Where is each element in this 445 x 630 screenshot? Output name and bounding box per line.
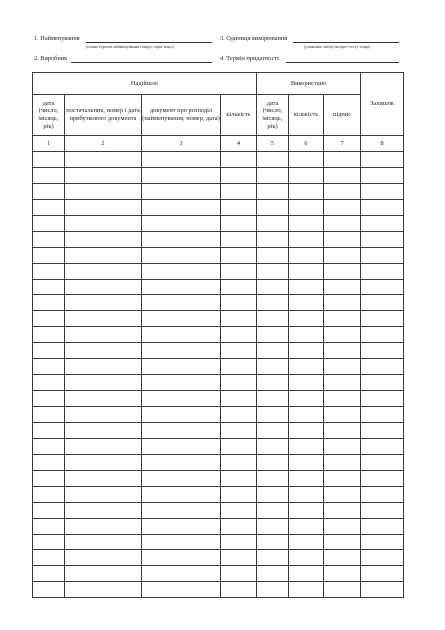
- table-cell[interactable]: [221, 391, 257, 407]
- table-cell[interactable]: [221, 295, 257, 311]
- table-cell[interactable]: [142, 518, 221, 534]
- table-cell[interactable]: [324, 231, 361, 247]
- table-row: [33, 167, 404, 183]
- table-cell[interactable]: [257, 470, 289, 486]
- table-cell[interactable]: [361, 152, 404, 168]
- table-cell[interactable]: [65, 247, 142, 263]
- table-cell[interactable]: [361, 199, 404, 215]
- table-cell[interactable]: [361, 566, 404, 582]
- table-cell[interactable]: [289, 295, 324, 311]
- table-cell[interactable]: [257, 311, 289, 327]
- table-row: [33, 454, 404, 470]
- table-cell[interactable]: [257, 359, 289, 375]
- table-cell[interactable]: [65, 454, 142, 470]
- table-row: [33, 486, 404, 502]
- table-cell[interactable]: [33, 295, 65, 311]
- table-cell[interactable]: [65, 183, 142, 199]
- table-cell[interactable]: [324, 311, 361, 327]
- table-cell[interactable]: [257, 534, 289, 550]
- table-cell[interactable]: [33, 167, 65, 183]
- column-number: 2: [65, 136, 142, 152]
- table-row: [33, 343, 404, 359]
- table-cell[interactable]: [324, 359, 361, 375]
- table-cell[interactable]: [142, 279, 221, 295]
- table-cell[interactable]: [324, 167, 361, 183]
- table-cell[interactable]: [142, 343, 221, 359]
- table-cell[interactable]: [324, 534, 361, 550]
- table-row: [33, 263, 404, 279]
- table-cell[interactable]: [142, 454, 221, 470]
- column-number: 5: [257, 136, 289, 152]
- table-cell[interactable]: [33, 263, 65, 279]
- table-cell[interactable]: [324, 183, 361, 199]
- field-name-label: 1. Найменування: [34, 35, 80, 42]
- table-cell[interactable]: [33, 518, 65, 534]
- table-cell[interactable]: [324, 327, 361, 343]
- field-name-hint: (повне торгове найменування товару, серія тощо): [86, 44, 174, 49]
- table-cell[interactable]: [142, 311, 221, 327]
- field-manufacturer-label: 2. Виробник: [34, 55, 68, 62]
- table-cell[interactable]: [65, 167, 142, 183]
- table-cell[interactable]: [221, 470, 257, 486]
- table-cell[interactable]: [33, 343, 65, 359]
- table-cell[interactable]: [324, 247, 361, 263]
- table-cell[interactable]: [33, 582, 65, 598]
- table-cell[interactable]: [289, 375, 324, 391]
- table-cell[interactable]: [289, 279, 324, 295]
- table-row: [33, 295, 404, 311]
- table-cell[interactable]: [221, 375, 257, 391]
- table-cell[interactable]: [289, 470, 324, 486]
- table-cell[interactable]: [289, 327, 324, 343]
- table-cell[interactable]: [65, 470, 142, 486]
- table-cell[interactable]: [65, 279, 142, 295]
- table-cell[interactable]: [221, 311, 257, 327]
- table-cell[interactable]: [289, 343, 324, 359]
- field-unit-hint: (упаковка, набір експрес-тесту тощо): [304, 44, 371, 49]
- table-row: [33, 327, 404, 343]
- table-cell[interactable]: [361, 438, 404, 454]
- table-cell[interactable]: [257, 247, 289, 263]
- table-cell[interactable]: [33, 231, 65, 247]
- table-cell[interactable]: [33, 502, 65, 518]
- table-cell[interactable]: [324, 470, 361, 486]
- table-cell[interactable]: [289, 199, 324, 215]
- table-cell[interactable]: [361, 486, 404, 502]
- column-number: 4: [221, 136, 257, 152]
- table-cell[interactable]: [33, 199, 65, 215]
- table-cell[interactable]: [257, 375, 289, 391]
- field-expiry-label: 4. Термін придатності: [220, 55, 279, 62]
- table-cell[interactable]: [257, 199, 289, 215]
- table-cell[interactable]: [221, 231, 257, 247]
- table-cell[interactable]: [33, 215, 65, 231]
- table-cell[interactable]: [221, 550, 257, 566]
- table-cell[interactable]: [361, 279, 404, 295]
- table-cell[interactable]: [361, 263, 404, 279]
- group-header-received: Надійшло: [33, 73, 257, 95]
- column-number: 7: [324, 136, 361, 152]
- table-cell[interactable]: [65, 359, 142, 375]
- table-cell[interactable]: [361, 359, 404, 375]
- table-cell[interactable]: [257, 295, 289, 311]
- table-cell[interactable]: [142, 152, 221, 168]
- table-cell[interactable]: [221, 534, 257, 550]
- table-cell[interactable]: [33, 438, 65, 454]
- table-cell[interactable]: [142, 582, 221, 598]
- table-cell[interactable]: [289, 231, 324, 247]
- table-cell[interactable]: [289, 311, 324, 327]
- table-cell[interactable]: [324, 295, 361, 311]
- table-cell[interactable]: [361, 215, 404, 231]
- table-cell[interactable]: [257, 566, 289, 582]
- table-cell[interactable]: [142, 167, 221, 183]
- table-cell[interactable]: [324, 215, 361, 231]
- table-cell[interactable]: [33, 454, 65, 470]
- table-cell[interactable]: [289, 391, 324, 407]
- table-cell[interactable]: [221, 167, 257, 183]
- table-row: [33, 359, 404, 375]
- table-cell[interactable]: [257, 263, 289, 279]
- table-cell[interactable]: [361, 407, 404, 423]
- table-cell[interactable]: [361, 470, 404, 486]
- table-cell[interactable]: [324, 422, 361, 438]
- table-cell[interactable]: [33, 550, 65, 566]
- table-cell[interactable]: [65, 518, 142, 534]
- table-cell[interactable]: [65, 343, 142, 359]
- table-cell[interactable]: [361, 582, 404, 598]
- field-unit-label: 3. Одиниця вимірювання: [220, 35, 288, 42]
- table-cell[interactable]: [361, 311, 404, 327]
- table-cell[interactable]: [257, 550, 289, 566]
- table-cell[interactable]: [142, 375, 221, 391]
- table-cell[interactable]: [221, 279, 257, 295]
- column-header-supplier: постачальник, номер і дата прибуткового документа: [65, 95, 142, 136]
- table-cell[interactable]: [142, 407, 221, 423]
- table-cell[interactable]: [361, 343, 404, 359]
- table-cell[interactable]: [289, 247, 324, 263]
- table-cell[interactable]: [142, 566, 221, 582]
- column-header-used-quantity: кількість: [289, 95, 324, 136]
- table-cell[interactable]: [289, 359, 324, 375]
- table-cell[interactable]: [289, 183, 324, 199]
- table-cell[interactable]: [33, 247, 65, 263]
- column-header-distribution-document: документ про розподіл (найменування, номер, дата): [142, 95, 221, 136]
- table-cell[interactable]: [257, 486, 289, 502]
- table-cell[interactable]: [289, 454, 324, 470]
- table-cell[interactable]: [33, 391, 65, 407]
- table-cell[interactable]: [142, 422, 221, 438]
- table-cell[interactable]: [289, 263, 324, 279]
- table-cell[interactable]: [65, 550, 142, 566]
- table-cell[interactable]: [289, 582, 324, 598]
- table-row: [33, 470, 404, 486]
- table-row: [33, 407, 404, 423]
- table-cell[interactable]: [65, 391, 142, 407]
- table-cell[interactable]: [65, 231, 142, 247]
- table-cell[interactable]: [361, 247, 404, 263]
- table-cell[interactable]: [361, 550, 404, 566]
- table-cell[interactable]: [65, 407, 142, 423]
- table-cell[interactable]: [221, 454, 257, 470]
- table-cell[interactable]: [289, 550, 324, 566]
- table-cell[interactable]: [65, 438, 142, 454]
- table-cell[interactable]: [33, 534, 65, 550]
- table-cell[interactable]: [65, 295, 142, 311]
- table-cell[interactable]: [221, 263, 257, 279]
- table-cell[interactable]: [221, 566, 257, 582]
- table-cell[interactable]: [221, 215, 257, 231]
- table-row: [33, 438, 404, 454]
- table-cell[interactable]: [221, 486, 257, 502]
- table-cell[interactable]: [257, 502, 289, 518]
- table-cell[interactable]: [324, 199, 361, 215]
- table-cell[interactable]: [33, 470, 65, 486]
- table-cell[interactable]: [324, 279, 361, 295]
- column-number: 8: [361, 136, 404, 152]
- column-header-used-date: дата (число, місяць, рік): [257, 95, 289, 136]
- table-row: [33, 215, 404, 231]
- column-number: 6: [289, 136, 324, 152]
- table-cell[interactable]: [324, 391, 361, 407]
- table-cell[interactable]: [324, 486, 361, 502]
- table-cell[interactable]: [142, 231, 221, 247]
- table-cell[interactable]: [289, 486, 324, 502]
- table-cell[interactable]: [324, 263, 361, 279]
- table-cell[interactable]: [142, 327, 221, 343]
- table-cell[interactable]: [142, 550, 221, 566]
- table-cell[interactable]: [221, 199, 257, 215]
- table-cell[interactable]: [33, 566, 65, 582]
- table-row: [33, 550, 404, 566]
- table-cell[interactable]: [142, 470, 221, 486]
- table-cell[interactable]: [65, 422, 142, 438]
- table-cell[interactable]: [361, 167, 404, 183]
- table-cell[interactable]: [257, 327, 289, 343]
- table-cell[interactable]: [65, 215, 142, 231]
- field-expiry-line[interactable]: [286, 62, 399, 63]
- table-cell[interactable]: [33, 279, 65, 295]
- table-row: [33, 534, 404, 550]
- table-row: [33, 391, 404, 407]
- column-number: 3: [142, 136, 221, 152]
- table-cell[interactable]: [221, 518, 257, 534]
- table-cell[interactable]: [324, 502, 361, 518]
- table-cell[interactable]: [257, 183, 289, 199]
- table-cell[interactable]: [221, 502, 257, 518]
- table-cell[interactable]: [257, 518, 289, 534]
- table-cell[interactable]: [257, 215, 289, 231]
- table-cell[interactable]: [257, 279, 289, 295]
- table-cell[interactable]: [65, 486, 142, 502]
- table-row: [33, 311, 404, 327]
- table-cell[interactable]: [257, 343, 289, 359]
- table-cell[interactable]: [221, 422, 257, 438]
- table-cell[interactable]: [289, 167, 324, 183]
- table-cell[interactable]: [361, 183, 404, 199]
- table-cell[interactable]: [65, 534, 142, 550]
- table-cell[interactable]: [142, 502, 221, 518]
- table-cell[interactable]: [142, 199, 221, 215]
- table-cell[interactable]: [221, 247, 257, 263]
- table-cell[interactable]: [289, 215, 324, 231]
- table-cell[interactable]: [65, 152, 142, 168]
- table-row: [33, 183, 404, 199]
- table-cell[interactable]: [221, 327, 257, 343]
- table-cell[interactable]: [289, 518, 324, 534]
- table-cell[interactable]: [142, 534, 221, 550]
- table-cell[interactable]: [361, 502, 404, 518]
- table-cell[interactable]: [257, 152, 289, 168]
- table-cell[interactable]: [361, 327, 404, 343]
- table-cell[interactable]: [142, 438, 221, 454]
- table-cell[interactable]: [257, 407, 289, 423]
- table-row: [33, 231, 404, 247]
- table-cell[interactable]: [257, 167, 289, 183]
- table-cell[interactable]: [361, 391, 404, 407]
- table-cell[interactable]: [324, 566, 361, 582]
- table-cell[interactable]: [221, 183, 257, 199]
- field-manufacturer-line[interactable]: [71, 62, 212, 63]
- table-cell[interactable]: [289, 534, 324, 550]
- table-cell[interactable]: [289, 502, 324, 518]
- table-row: [33, 152, 404, 168]
- table-row: [33, 582, 404, 598]
- table-cell[interactable]: [257, 454, 289, 470]
- table-cell[interactable]: [142, 183, 221, 199]
- column-header-received-quantity: кількість: [221, 95, 257, 136]
- table-cell[interactable]: [33, 359, 65, 375]
- table-cell[interactable]: [33, 375, 65, 391]
- table-cell[interactable]: [65, 263, 142, 279]
- field-unit-line[interactable]: [293, 42, 399, 43]
- table-cell[interactable]: [65, 566, 142, 582]
- table-cell[interactable]: [324, 152, 361, 168]
- table-cell[interactable]: [33, 422, 65, 438]
- table-cell[interactable]: [361, 375, 404, 391]
- table-cell[interactable]: [65, 199, 142, 215]
- table-row: [33, 247, 404, 263]
- table-cell[interactable]: [142, 295, 221, 311]
- table-cell[interactable]: [324, 375, 361, 391]
- table-cell[interactable]: [257, 231, 289, 247]
- table-cell[interactable]: [65, 502, 142, 518]
- table-cell[interactable]: [33, 311, 65, 327]
- table-cell[interactable]: [65, 311, 142, 327]
- table-cell[interactable]: [324, 407, 361, 423]
- column-header-balance: Залишок: [361, 73, 404, 136]
- table-cell[interactable]: [289, 152, 324, 168]
- table-cell[interactable]: [221, 438, 257, 454]
- table-cell[interactable]: [324, 343, 361, 359]
- column-header-received-date: дата (число, місяць, рік): [33, 95, 65, 136]
- table-row: [33, 518, 404, 534]
- table-cell[interactable]: [324, 518, 361, 534]
- table-cell[interactable]: [142, 359, 221, 375]
- table-cell[interactable]: [142, 215, 221, 231]
- table-cell[interactable]: [361, 231, 404, 247]
- column-header-signature: підпис: [324, 95, 361, 136]
- table-cell[interactable]: [361, 518, 404, 534]
- column-number: 1: [33, 136, 65, 152]
- table-cell[interactable]: [33, 486, 65, 502]
- table-row: [33, 279, 404, 295]
- table-cell[interactable]: [33, 327, 65, 343]
- field-name-line[interactable]: [86, 42, 212, 43]
- table-cell[interactable]: [221, 152, 257, 168]
- table-cell[interactable]: [142, 263, 221, 279]
- table-cell[interactable]: [257, 391, 289, 407]
- table-cell[interactable]: [221, 359, 257, 375]
- table-cell[interactable]: [289, 407, 324, 423]
- table-cell[interactable]: [33, 407, 65, 423]
- table-cell[interactable]: [289, 422, 324, 438]
- table-cell[interactable]: [257, 422, 289, 438]
- table-cell[interactable]: [142, 486, 221, 502]
- group-header-used: Використано: [257, 73, 361, 95]
- table-cell[interactable]: [324, 582, 361, 598]
- table-row: [33, 566, 404, 582]
- table-cell[interactable]: [361, 534, 404, 550]
- table-row: [33, 375, 404, 391]
- ledger-body: [33, 152, 404, 598]
- table-cell[interactable]: [289, 438, 324, 454]
- table-cell[interactable]: [33, 183, 65, 199]
- table-cell[interactable]: [361, 295, 404, 311]
- table-cell[interactable]: [257, 438, 289, 454]
- table-cell[interactable]: [221, 343, 257, 359]
- table-row: [33, 422, 404, 438]
- table-cell[interactable]: [361, 422, 404, 438]
- table-cell[interactable]: [33, 152, 65, 168]
- table-row: [33, 502, 404, 518]
- ledger-table: [32, 72, 404, 598]
- table-cell[interactable]: [324, 550, 361, 566]
- table-cell[interactable]: [65, 327, 142, 343]
- table-cell[interactable]: [65, 582, 142, 598]
- table-cell[interactable]: [142, 391, 221, 407]
- table-cell[interactable]: [361, 454, 404, 470]
- table-cell[interactable]: [65, 375, 142, 391]
- table-cell[interactable]: [289, 566, 324, 582]
- table-cell[interactable]: [142, 247, 221, 263]
- table-cell[interactable]: [221, 407, 257, 423]
- table-cell[interactable]: [257, 582, 289, 598]
- table-cell[interactable]: [221, 582, 257, 598]
- table-cell[interactable]: [324, 454, 361, 470]
- table-cell[interactable]: [324, 438, 361, 454]
- table-row: [33, 199, 404, 215]
